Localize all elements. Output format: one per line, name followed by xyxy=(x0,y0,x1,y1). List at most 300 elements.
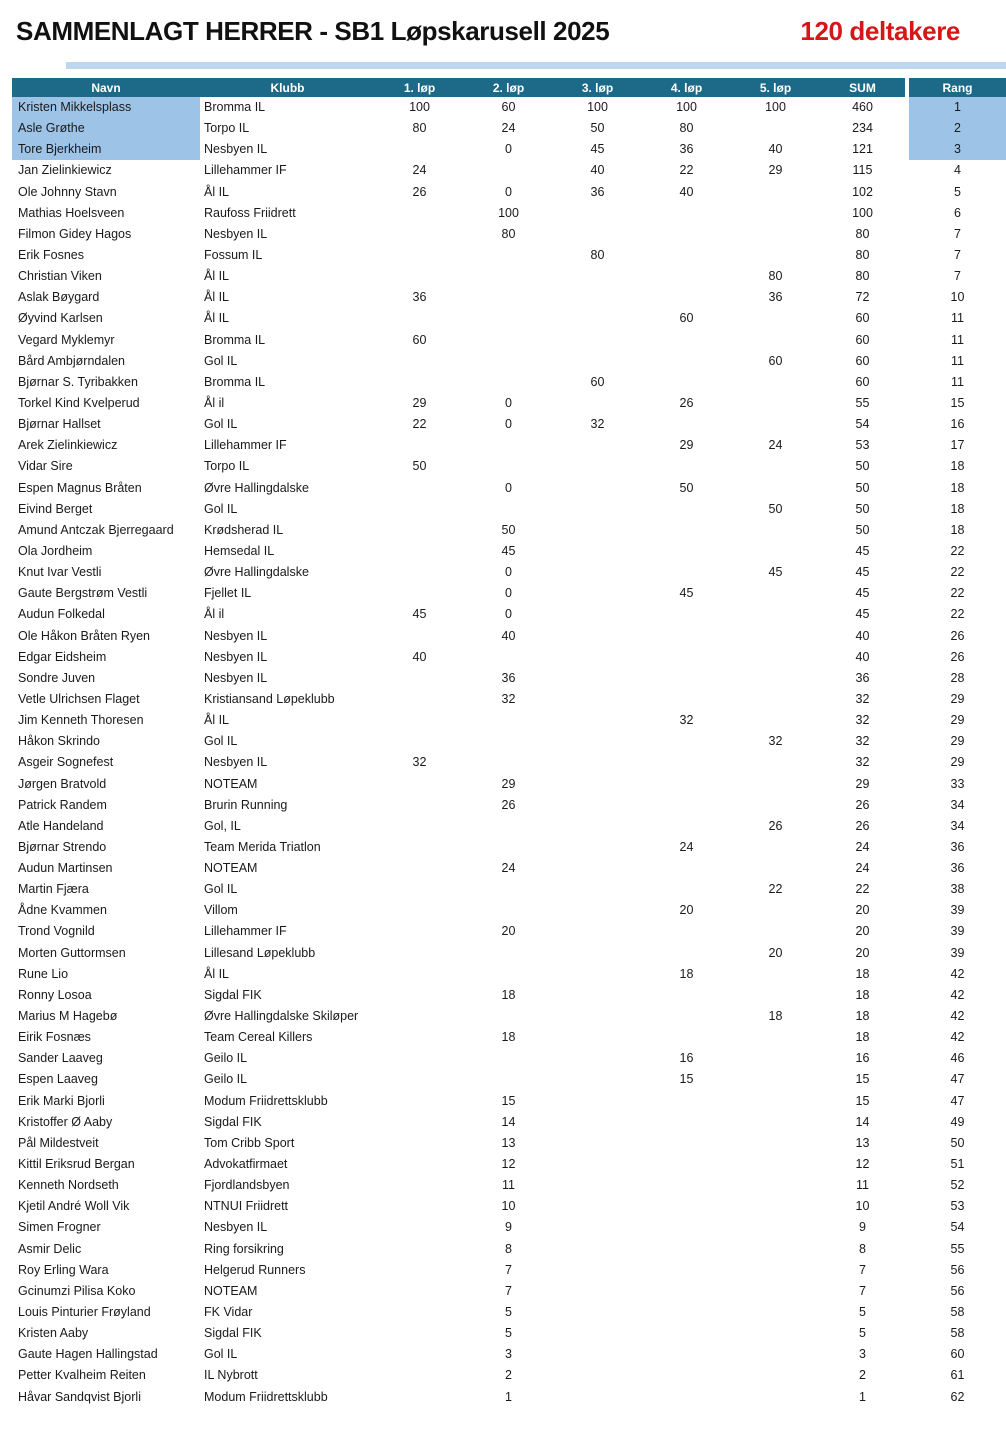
cell-l3 xyxy=(553,583,642,604)
cell-l3: 50 xyxy=(590,121,605,136)
cell-rang: 33 xyxy=(950,776,965,791)
table-row xyxy=(12,795,1006,816)
table-row xyxy=(12,414,1006,435)
cell-l2: 80 xyxy=(501,226,516,241)
cell-l2 xyxy=(464,435,553,456)
cell-navn: Gcinumzi Pilisa Koko xyxy=(18,1283,136,1298)
table-row xyxy=(12,372,1006,393)
cell-sum: 5 xyxy=(859,1305,866,1320)
cell-l5 xyxy=(731,456,820,477)
cell-klubb: Sigdal FIK xyxy=(204,1326,262,1341)
cell-l3 xyxy=(553,1154,642,1175)
cell-klubb: Fjellet IL xyxy=(204,586,252,601)
cell-rang: 7 xyxy=(954,269,961,284)
cell-navn: Bård Ambjørndalen xyxy=(18,353,126,368)
cell-rang: 60 xyxy=(950,1347,965,1362)
cell-l4 xyxy=(642,1239,731,1260)
cell-sum: 50 xyxy=(855,459,870,474)
table-row xyxy=(12,435,1006,456)
cell-klubb: Gol IL xyxy=(204,353,238,368)
cell-l5 xyxy=(731,710,820,731)
cell-rang: 18 xyxy=(950,459,965,474)
cell-l2 xyxy=(464,1048,553,1069)
cell-l4: 50 xyxy=(679,480,694,495)
cell-l4: 29 xyxy=(679,438,694,453)
cell-l1 xyxy=(375,626,464,647)
cell-l4: 15 xyxy=(679,1072,694,1087)
cell-l4 xyxy=(642,456,731,477)
cell-rang: 46 xyxy=(950,1051,965,1066)
cell-sum: 18 xyxy=(855,987,870,1002)
cell-l5 xyxy=(731,372,820,393)
cell-navn: Bjørnar S. Tyribakken xyxy=(18,374,138,389)
cell-l2: 3 xyxy=(505,1347,512,1362)
table-row xyxy=(12,837,1006,858)
cell-l4 xyxy=(642,1323,731,1344)
cell-l1 xyxy=(375,1154,464,1175)
cell-klubb: Geilo IL xyxy=(204,1051,248,1066)
cell-sum: 16 xyxy=(855,1051,870,1066)
table-row xyxy=(12,266,1006,287)
cell-l5 xyxy=(731,858,820,879)
table-row xyxy=(12,1323,1006,1344)
table-row xyxy=(12,1154,1006,1175)
cell-l2: 18 xyxy=(501,1030,516,1045)
cell-l5 xyxy=(731,921,820,942)
cell-l2 xyxy=(464,816,553,837)
cell-sum: 55 xyxy=(855,395,870,410)
cell-l3 xyxy=(553,1281,642,1302)
cell-sum: 121 xyxy=(852,142,873,157)
cell-l4 xyxy=(642,224,731,245)
cell-rang: 6 xyxy=(954,205,961,220)
cell-l5 xyxy=(731,330,820,351)
cell-l2: 29 xyxy=(501,776,516,791)
column-header-lop3: 3. løp xyxy=(553,78,642,97)
cell-l2 xyxy=(464,752,553,773)
cell-klubb: NOTEAM xyxy=(204,861,258,876)
cell-rang: 53 xyxy=(950,1199,965,1214)
cell-l1: 60 xyxy=(412,332,427,347)
cell-rang: 61 xyxy=(950,1368,965,1383)
cell-klubb: Gol IL xyxy=(204,882,238,897)
cell-l3 xyxy=(553,1027,642,1048)
cell-klubb: Gol IL xyxy=(204,417,238,432)
cell-klubb: Ål IL xyxy=(204,290,230,305)
cell-rang: 54 xyxy=(950,1220,965,1235)
cell-l5: 80 xyxy=(768,269,783,284)
cell-navn: Vidar Sire xyxy=(18,459,73,474)
cell-sum: 15 xyxy=(855,1093,870,1108)
table-row xyxy=(12,97,1006,118)
cell-l2 xyxy=(464,160,553,181)
cell-sum: 80 xyxy=(855,226,870,241)
column-header-lop1: 1. løp xyxy=(375,78,464,97)
table-row xyxy=(12,752,1006,773)
cell-sum: 45 xyxy=(855,543,870,558)
cell-navn: Asmir Delic xyxy=(18,1241,82,1256)
cell-l1 xyxy=(375,900,464,921)
cell-l5 xyxy=(731,224,820,245)
cell-rang: 22 xyxy=(950,565,965,580)
cell-l1 xyxy=(375,562,464,583)
cell-l4 xyxy=(642,943,731,964)
cell-l4 xyxy=(642,985,731,1006)
table-row xyxy=(12,351,1006,372)
cell-l5 xyxy=(731,1281,820,1302)
cell-klubb: Bromma IL xyxy=(204,374,266,389)
cell-l5 xyxy=(731,1154,820,1175)
cell-l2: 24 xyxy=(501,121,516,136)
cell-l5 xyxy=(731,583,820,604)
table-row xyxy=(12,816,1006,837)
cell-l1 xyxy=(375,921,464,942)
table-row xyxy=(12,203,1006,224)
cell-navn: Torkel Kind Kvelperud xyxy=(18,395,140,410)
cell-navn: Øyvind Karlsen xyxy=(18,311,103,326)
cell-rang: 22 xyxy=(950,607,965,622)
cell-sum: 40 xyxy=(855,628,870,643)
cell-l3: 32 xyxy=(590,417,605,432)
cell-l4 xyxy=(642,689,731,710)
cell-sum: 50 xyxy=(855,480,870,495)
cell-l3 xyxy=(553,604,642,625)
column-header-lop4: 4. løp xyxy=(642,78,731,97)
table-row xyxy=(12,308,1006,329)
cell-rang: 62 xyxy=(950,1389,965,1404)
cell-sum: 18 xyxy=(855,1030,870,1045)
cell-sum: 32 xyxy=(855,755,870,770)
cell-l3 xyxy=(553,879,642,900)
cell-l2: 18 xyxy=(501,987,516,1002)
cell-l3: 36 xyxy=(590,184,605,199)
cell-rang: 15 xyxy=(950,395,965,410)
cell-l1 xyxy=(375,1323,464,1344)
cell-navn: Kristen Mikkelsplass xyxy=(12,97,200,118)
table-row xyxy=(12,393,1006,414)
cell-sum: 20 xyxy=(855,945,870,960)
cell-l5 xyxy=(731,837,820,858)
cell-sum: 10 xyxy=(855,1199,870,1214)
cell-l2: 100 xyxy=(498,205,519,220)
column-header-lop5: 5. løp xyxy=(731,78,820,97)
cell-l4 xyxy=(642,626,731,647)
cell-l3 xyxy=(553,795,642,816)
cell-l3 xyxy=(553,456,642,477)
cell-l3 xyxy=(553,1260,642,1281)
cell-l3 xyxy=(553,435,642,456)
cell-rang: 11 xyxy=(951,353,964,368)
table-row xyxy=(12,1133,1006,1154)
cell-l4: 20 xyxy=(679,903,694,918)
cell-klubb: Lillesand Løpeklubb xyxy=(204,945,316,960)
cell-sum: 14 xyxy=(855,1114,870,1129)
cell-l2 xyxy=(464,372,553,393)
cell-l1 xyxy=(375,731,464,752)
cell-l3 xyxy=(553,626,642,647)
cell-l2: 0 xyxy=(505,417,512,432)
cell-rang: 39 xyxy=(950,945,965,960)
cell-rang: 42 xyxy=(950,966,965,981)
cell-sum: 1 xyxy=(859,1389,866,1404)
cell-l4: 24 xyxy=(679,839,694,854)
cell-rang: 18 xyxy=(950,501,965,516)
cell-navn: Vetle Ulrichsen Flaget xyxy=(18,691,140,706)
cell-l2: 9 xyxy=(505,1220,512,1235)
cell-l5 xyxy=(731,1133,820,1154)
cell-navn: Asgeir Sognefest xyxy=(18,755,114,770)
cell-klubb: Kristiansand Løpeklubb xyxy=(204,691,335,706)
cell-l5: 20 xyxy=(768,945,783,960)
cell-navn: Eivind Berget xyxy=(18,501,93,516)
cell-l2: 15 xyxy=(501,1093,516,1108)
cell-l5: 40 xyxy=(768,142,783,157)
cell-navn: Kristen Aaby xyxy=(18,1326,89,1341)
cell-klubb: FK Vidar xyxy=(204,1305,253,1320)
cell-l5 xyxy=(731,478,820,499)
cell-l2: 0 xyxy=(505,607,512,622)
cell-sum: 22 xyxy=(855,882,870,897)
cell-l4: 40 xyxy=(679,184,694,199)
cell-klubb: Ål IL xyxy=(204,713,230,728)
cell-l1 xyxy=(375,1048,464,1069)
cell-sum: 460 xyxy=(852,100,873,114)
cell-l2: 8 xyxy=(505,1241,512,1256)
cell-sum: 50 xyxy=(855,522,870,537)
cell-navn: Sander Laaveg xyxy=(18,1051,103,1066)
cell-l4 xyxy=(642,879,731,900)
cell-l4 xyxy=(642,245,731,266)
cell-navn: Ole Johnny Stavn xyxy=(18,184,117,199)
cell-l2: 5 xyxy=(505,1305,512,1320)
cell-l5: 45 xyxy=(768,565,783,580)
cell-navn: Gaute Bergstrøm Vestli xyxy=(18,586,148,601)
cell-l5 xyxy=(731,795,820,816)
cell-l3 xyxy=(553,943,642,964)
cell-l4: 100 xyxy=(676,100,697,114)
table-row xyxy=(12,1217,1006,1238)
cell-l5 xyxy=(731,1175,820,1196)
column-header-rang: Rang xyxy=(909,78,1006,97)
cell-l5: 32 xyxy=(768,734,783,749)
table-row xyxy=(12,499,1006,520)
cell-l1 xyxy=(375,1133,464,1154)
cell-rang: 26 xyxy=(950,649,965,664)
cell-l3: 80 xyxy=(590,247,605,262)
cell-l4 xyxy=(642,795,731,816)
cell-l2: 5 xyxy=(505,1326,512,1341)
cell-klubb: Ring forsikring xyxy=(204,1241,284,1256)
cell-klubb: Tom Cribb Sport xyxy=(204,1135,295,1150)
cell-navn: Louis Pinturier Frøyland xyxy=(18,1305,151,1320)
cell-sum: 3 xyxy=(859,1347,866,1362)
cell-navn: Sondre Juven xyxy=(18,670,96,685)
cell-sum: 24 xyxy=(855,861,870,876)
cell-sum: 234 xyxy=(852,121,873,136)
cell-l4 xyxy=(642,647,731,668)
table-row xyxy=(12,583,1006,604)
cell-klubb: Modum Friidrettsklubb xyxy=(204,1093,328,1108)
cell-l5 xyxy=(731,203,820,224)
cell-navn: Espen Laaveg xyxy=(18,1072,98,1087)
cell-klubb: Nesbyen IL xyxy=(204,755,268,770)
cell-l5 xyxy=(731,308,820,329)
cell-sum: 2 xyxy=(859,1368,866,1383)
cell-l4 xyxy=(642,330,731,351)
table-row xyxy=(12,626,1006,647)
cell-klubb: Ål IL xyxy=(204,184,230,199)
cell-klubb: Gol IL xyxy=(204,501,238,516)
cell-rang: 22 xyxy=(950,586,965,601)
cell-l1 xyxy=(375,266,464,287)
cell-l2: 0 xyxy=(505,480,512,495)
table-row xyxy=(12,731,1006,752)
table-row xyxy=(12,943,1006,964)
cell-rang: 29 xyxy=(950,691,965,706)
cell-l3 xyxy=(553,921,642,942)
cell-l2 xyxy=(464,710,553,731)
cell-l1: 45 xyxy=(412,607,427,622)
cell-l1 xyxy=(375,1069,464,1090)
cell-l2 xyxy=(464,245,553,266)
cell-klubb: Helgerud Runners xyxy=(204,1262,306,1277)
cell-rang: 1 xyxy=(909,97,1006,118)
cell-l4: 26 xyxy=(679,395,694,410)
cell-navn: Roy Erling Wara xyxy=(18,1262,109,1277)
cell-rang: 11 xyxy=(951,374,964,389)
cell-l4 xyxy=(642,1217,731,1238)
cell-l3 xyxy=(553,1175,642,1196)
cell-l3: 100 xyxy=(587,100,608,114)
cell-l1 xyxy=(375,943,464,964)
cell-navn: Gaute Hagen Hallingstad xyxy=(18,1347,158,1362)
cell-l1 xyxy=(375,224,464,245)
cell-l3 xyxy=(553,1069,642,1090)
cell-l4 xyxy=(642,287,731,308)
cell-l4: 60 xyxy=(679,311,694,326)
cell-l3 xyxy=(553,1091,642,1112)
cell-klubb: Gol IL xyxy=(204,1347,238,1362)
cell-l2: 14 xyxy=(501,1114,516,1129)
cell-rang: 51 xyxy=(950,1157,965,1172)
cell-rang: 42 xyxy=(950,1009,965,1024)
cell-l5 xyxy=(731,1069,820,1090)
cell-klubb: Ål IL xyxy=(204,269,230,284)
cell-navn: Kittil Eriksrud Bergan xyxy=(18,1157,135,1172)
cell-l3 xyxy=(553,1323,642,1344)
table-top-strip xyxy=(66,62,1006,69)
cell-l1: 36 xyxy=(412,290,427,305)
cell-navn: Bjørnar Strendo xyxy=(18,839,107,854)
cell-rang: 47 xyxy=(950,1093,965,1108)
cell-l4 xyxy=(642,1112,731,1133)
cell-klubb: Øvre Hallingdalske xyxy=(204,480,309,495)
cell-klubb: Team Merida Triatlon xyxy=(204,839,321,854)
cell-l5: 26 xyxy=(768,818,783,833)
cell-l1 xyxy=(375,1281,464,1302)
cell-l1 xyxy=(375,203,464,224)
cell-l1 xyxy=(375,245,464,266)
cell-navn: Jan Zielinkiewicz xyxy=(18,163,112,178)
cell-l1: 32 xyxy=(412,755,427,770)
cell-sum: 60 xyxy=(855,311,870,326)
cell-sum: 15 xyxy=(855,1072,870,1087)
cell-l3 xyxy=(553,203,642,224)
cell-navn: Jørgen Bratvold xyxy=(18,776,107,791)
cell-l3 xyxy=(553,351,642,372)
cell-l5 xyxy=(731,1260,820,1281)
cell-l2 xyxy=(464,351,553,372)
cell-klubb: Nesbyen IL xyxy=(204,1220,268,1235)
cell-sum: 7 xyxy=(859,1262,866,1277)
cell-l4 xyxy=(642,604,731,625)
cell-l2: 60 xyxy=(501,100,516,114)
cell-navn: Pål Mildestveit xyxy=(18,1135,99,1150)
cell-klubb: Nesbyen IL xyxy=(204,628,268,643)
cell-l4 xyxy=(642,266,731,287)
cell-klubb: Gol IL xyxy=(204,734,238,749)
cell-klubb: Ål il xyxy=(204,395,225,410)
table-row xyxy=(12,647,1006,668)
cell-rang: 52 xyxy=(950,1178,965,1193)
cell-l5 xyxy=(731,752,820,773)
cell-l3 xyxy=(553,1112,642,1133)
cell-l4 xyxy=(642,1281,731,1302)
cell-sum: 12 xyxy=(855,1157,870,1172)
cell-navn: Filmon Gidey Hagos xyxy=(18,226,132,241)
cell-navn: Kenneth Nordseth xyxy=(18,1178,119,1193)
cell-l3 xyxy=(553,1239,642,1260)
cell-sum: 18 xyxy=(855,1009,870,1024)
cell-klubb: Krødsherad IL xyxy=(204,522,284,537)
cell-l3 xyxy=(553,393,642,414)
cell-l1 xyxy=(375,499,464,520)
participants-count: 120 deltakere xyxy=(800,16,960,46)
results-table xyxy=(12,78,1006,1408)
cell-klubb: IL Nybrott xyxy=(204,1368,258,1383)
table-row xyxy=(12,1239,1006,1260)
cell-klubb: Torpo IL xyxy=(204,121,250,136)
column-header-sum: SUM xyxy=(820,78,905,97)
cell-l4 xyxy=(642,1260,731,1281)
cell-rang: 42 xyxy=(950,1030,965,1045)
table-row xyxy=(12,1387,1006,1408)
cell-navn: Petter Kvalheim Reiten xyxy=(18,1368,146,1383)
cell-rang: 49 xyxy=(950,1114,965,1129)
cell-l1 xyxy=(375,478,464,499)
cell-l4: 16 xyxy=(679,1051,694,1066)
cell-l3 xyxy=(553,1302,642,1323)
cell-l4 xyxy=(642,1302,731,1323)
table-row xyxy=(12,139,1006,160)
cell-l3 xyxy=(553,731,642,752)
cell-l4 xyxy=(642,1387,731,1408)
cell-l5 xyxy=(731,1196,820,1217)
cell-l5 xyxy=(731,245,820,266)
cell-l4 xyxy=(642,1365,731,1386)
cell-l3 xyxy=(553,520,642,541)
cell-l5 xyxy=(731,520,820,541)
cell-l2 xyxy=(464,499,553,520)
cell-sum: 102 xyxy=(852,184,873,199)
cell-klubb: Ål IL xyxy=(204,966,230,981)
cell-navn: Asle Grøthe xyxy=(12,118,200,139)
cell-l1 xyxy=(375,1365,464,1386)
cell-l5 xyxy=(731,1302,820,1323)
cell-l3 xyxy=(553,858,642,879)
cell-l3 xyxy=(553,1365,642,1386)
cell-rang: 7 xyxy=(954,247,961,262)
